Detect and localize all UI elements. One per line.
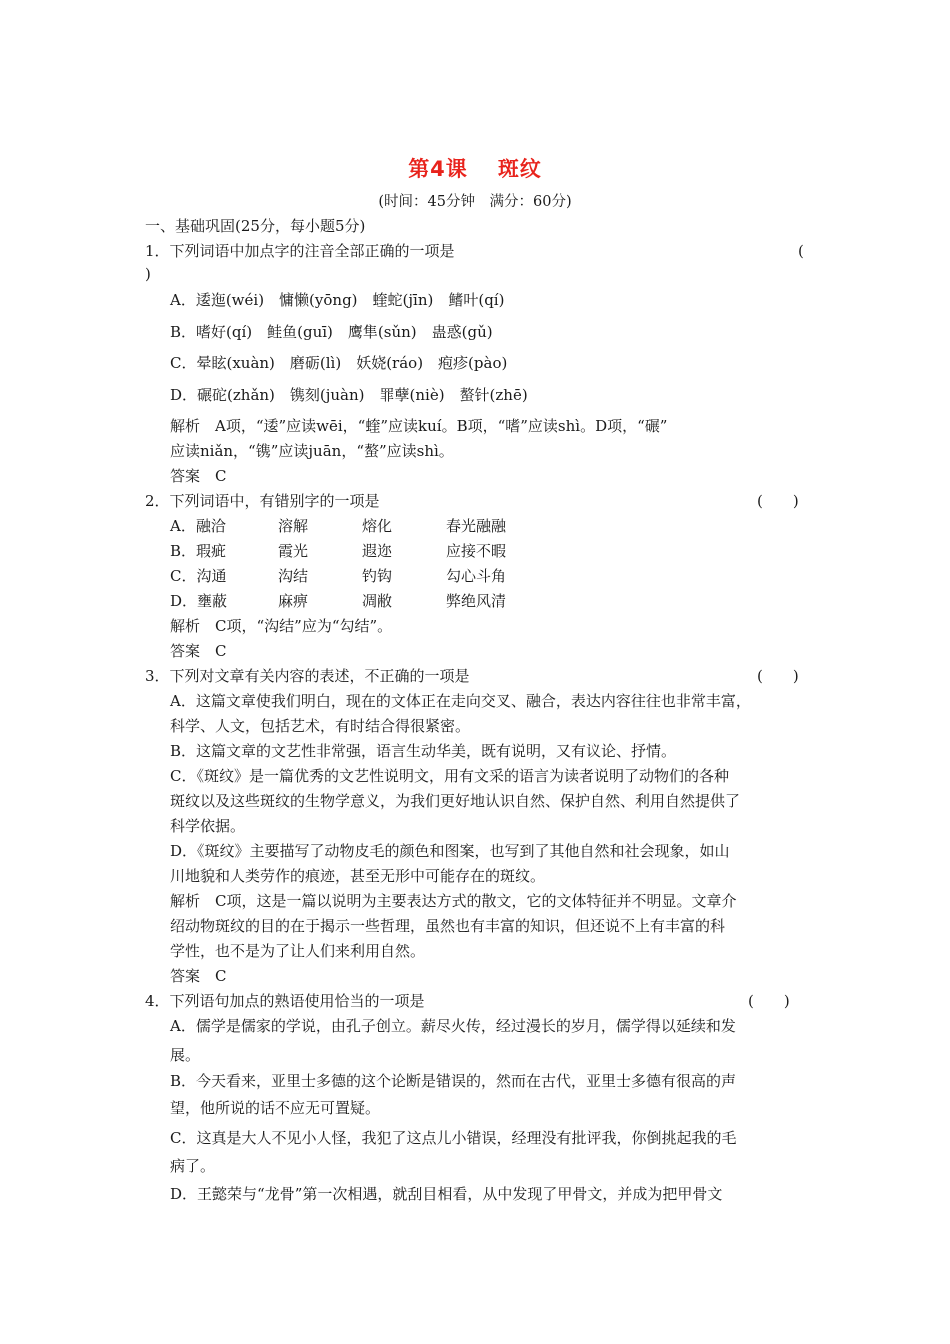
question-3-option-b: B．这篇文章的文艺性非常强，语言生动华美，既有说明，又有议论、抒情。	[170, 742, 677, 760]
question-2-option-c: C．沟通	[170, 567, 227, 585]
answer-bracket-open: (	[798, 242, 804, 260]
question-4-option-a-cont: 展。	[170, 1046, 201, 1064]
question-4-option-d: D．王懿荣与“龙骨”第一次相遇，就刮目相看，从中发现了甲骨文，并成为把甲骨文	[170, 1185, 723, 1203]
question-2-option-a: A．融洽	[170, 517, 226, 535]
question-2-word: 熔化	[362, 517, 393, 535]
question-1-option-b: B．嗜好(qí) 鲑鱼(guī) 鹰隼(sǔn) 蛊惑(gǔ)	[170, 323, 493, 341]
question-3-answer: 答案 C	[170, 967, 227, 985]
question-2-word: 遐迩	[362, 542, 393, 560]
question-3-option-c: C．《斑纹》是一篇优秀的文艺性说明文，用有文采的语言为读者说明了动物们的各种	[170, 767, 729, 785]
time-score-note: (时间：45分钟 满分：60分)	[378, 194, 572, 210]
question-2-word: 弊绝风清	[446, 592, 507, 610]
lesson-name: 斑纹	[497, 157, 542, 181]
question-1-analysis: 解析 A项，“逶”应读wēi，“蝰”应读kuí。B项，“嗜”应读shì。D项，“碾”	[170, 417, 668, 435]
question-2-word: 勾心斗角	[446, 567, 507, 585]
answer-bracket: ( )	[757, 492, 799, 510]
question-1-option-d: D．碾砣(zhǎn) 镌刻(juàn) 罪孽(niè) 螯针(zhē)	[170, 386, 528, 404]
question-2-word: 应接不暇	[446, 542, 507, 560]
question-3-option-a-cont: 科学、人文，包括艺术，有时结合得很紧密。	[170, 717, 471, 735]
question-2-word: 溶解	[278, 517, 309, 535]
question-1-option-a: A．逶迤(wéi) 慵懒(yōng) 蝰蛇(jīn) 鳍叶(qí)	[170, 291, 505, 309]
question-1-stem: 1．下列词语中加点字的注音全部正确的一项是	[145, 242, 455, 260]
question-4-option-b: B．今天看来，亚里士多德的这个论断是错误的，然而在古代，亚里士多德有很高的声	[170, 1072, 737, 1090]
question-3-analysis-cont: 学性，也不是为了让人们来利用自然。	[170, 942, 426, 960]
question-2-option-b: B．瑕疵	[170, 542, 227, 560]
question-3-option-c-cont: 斑纹以及这些斑纹的生物学意义，为我们更好地认识自然、保护自然、利用自然提供了	[170, 792, 741, 810]
answer-bracket: ( )	[757, 667, 799, 685]
answer-bracket-close: )	[145, 265, 151, 283]
question-4-option-c-cont: 病了。	[170, 1157, 216, 1175]
question-2-word: 麻痹	[278, 592, 309, 610]
question-3-stem: 3．下列对文章有关内容的表述，不正确的一项是	[145, 667, 470, 685]
question-4-stem: 4．下列语句加点的熟语使用恰当的一项是	[145, 992, 425, 1010]
question-2-stem: 2．下列词语中，有错别字的一项是	[145, 492, 380, 510]
question-2-answer: 答案 C	[170, 642, 227, 660]
question-2-option-d: D．壅蔽	[170, 592, 228, 610]
question-4-option-c: C．这真是大人不见小人怪，我犯了这点儿小错误，经理没有批评我，你倒挑起我的毛	[170, 1129, 737, 1147]
lesson-number: 第4课	[408, 157, 468, 181]
question-3-option-d: D．《斑纹》主要描写了动物皮毛的颜色和图案，也写到了其他自然和社会现象，如山	[170, 842, 730, 860]
question-2-analysis: 解析 C项，“沟结”应为“勾结”。	[170, 617, 393, 635]
question-3-option-a: A．这篇文章使我们明白，现在的文体正在走向交叉、融合，表达内容往往也非常丰富，	[170, 692, 751, 710]
question-1-answer: 答案 C	[170, 467, 227, 485]
question-1-option-c: C．晕眩(xuàn) 磨砺(lì) 妖娆(ráo) 疱疹(pào)	[170, 354, 508, 372]
question-3-analysis-cont: 绍动物斑纹的目的在于揭示一些哲理，虽然也有丰富的知识，但还说不上有丰富的科	[170, 917, 726, 935]
question-2-word: 春光融融	[446, 517, 507, 535]
question-2-word: 霞光	[278, 542, 309, 560]
question-2-word: 凋敝	[362, 592, 393, 610]
section-heading: 一、基础巩固(25分，每小题5分)	[145, 217, 366, 235]
question-1-analysis-cont: 应读niǎn，“镌”应读juān，“螯”应读shì。	[170, 442, 454, 460]
question-4-option-b-cont: 望，他所说的话不应无可置疑。	[170, 1099, 381, 1117]
lesson-title	[0, 153, 950, 183]
answer-bracket: ( )	[748, 992, 790, 1010]
question-3-option-d-cont: 川地貌和人类劳作的痕迹，甚至无形中可能存在的斑纹。	[170, 867, 546, 885]
question-3-analysis: 解析 C项，这是一篇以说明为主要表达方式的散文，它的文体特征并不明显。文章介	[170, 892, 737, 910]
question-2-word: 钓钩	[362, 567, 393, 585]
question-2-word: 沟结	[278, 567, 309, 585]
question-4-option-a: A．儒学是儒家的学说，由孔子创立。薪尽火传，经过漫长的岁月，儒学得以延续和发	[170, 1017, 736, 1035]
question-3-option-c-cont: 科学依据。	[170, 817, 246, 835]
